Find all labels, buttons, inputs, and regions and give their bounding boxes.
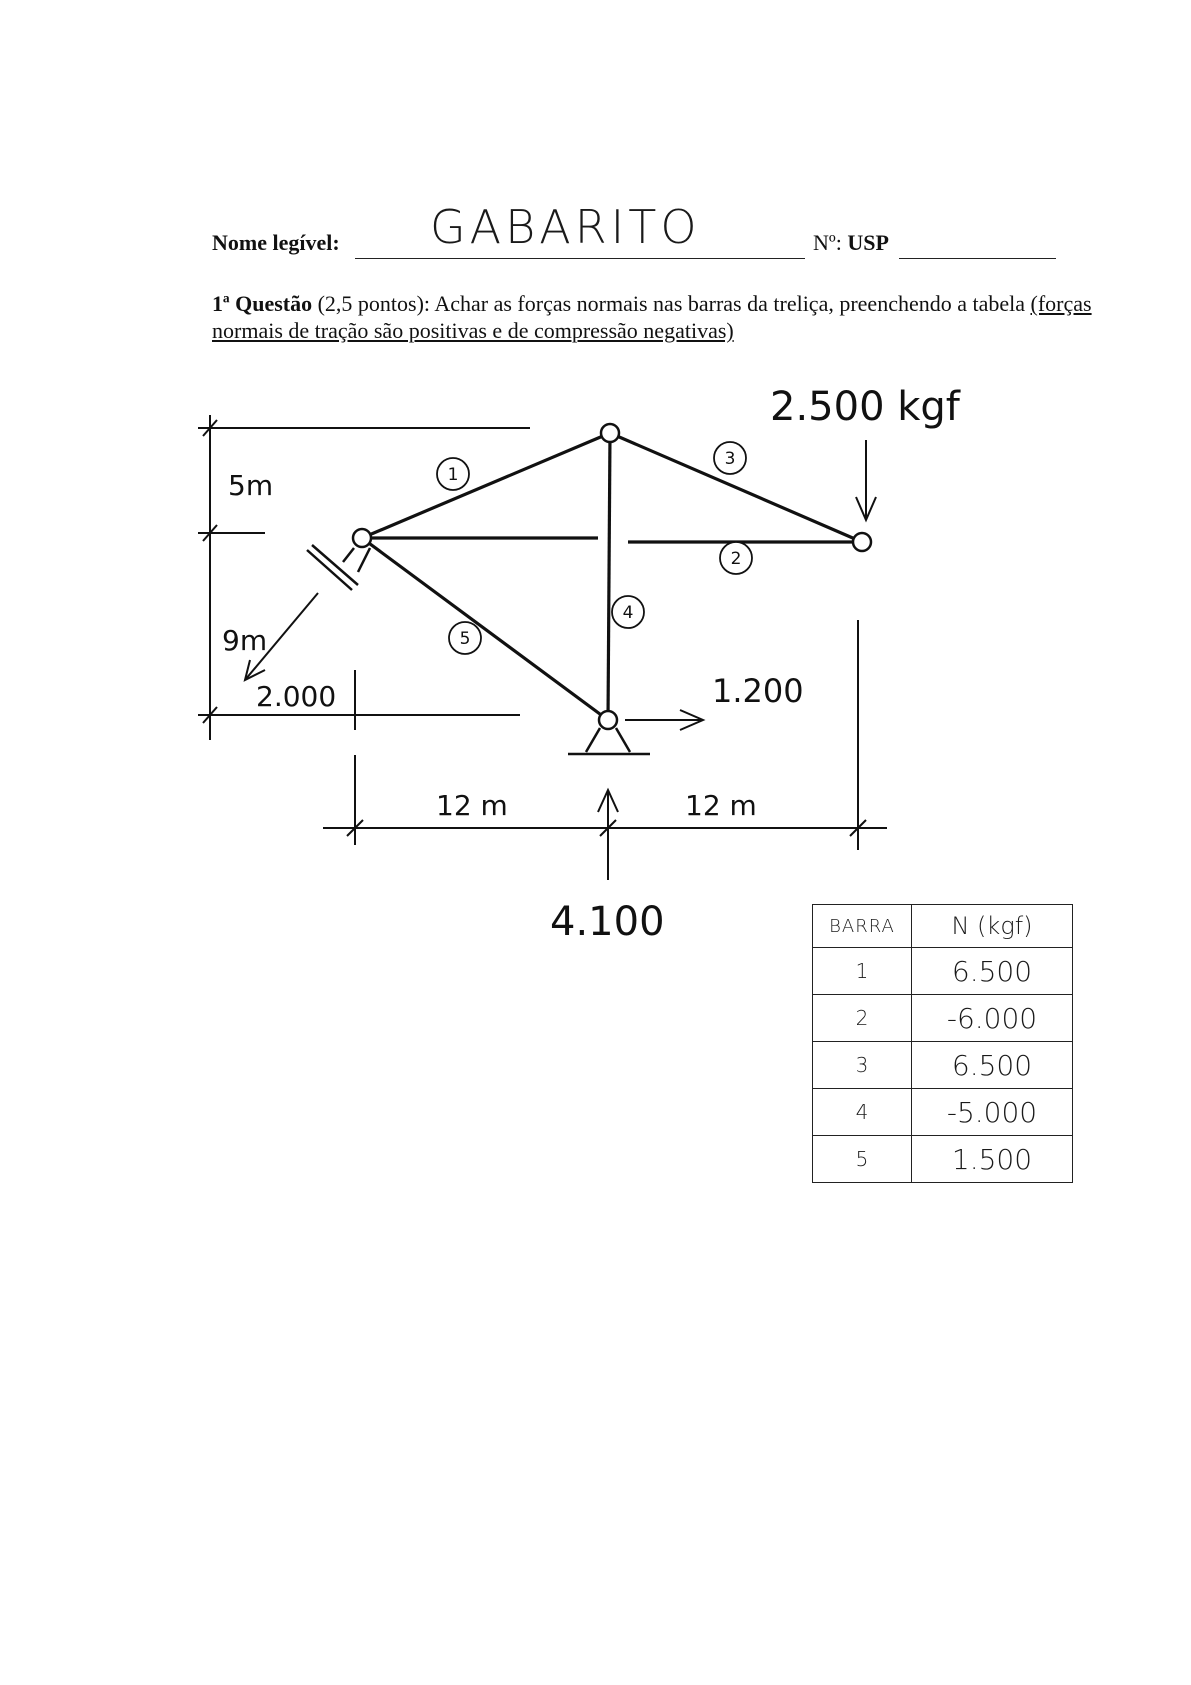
table-row	[813, 1136, 1073, 1183]
load-top-label: 2.500 kgf	[770, 384, 960, 430]
cell-n: 6.500	[912, 1042, 1073, 1089]
node-bottom	[599, 711, 617, 729]
bar-4	[608, 433, 610, 720]
cell-n: -6.000	[912, 995, 1073, 1042]
reaction-label: 4.100	[550, 899, 665, 945]
table-header-row	[813, 905, 1073, 948]
question-note: (forças normais de tração são positivas e de compressão negativas)	[212, 291, 1092, 343]
question-body: Achar as forças normais nas barras da treliça, preenchendo a tabela	[434, 291, 1026, 316]
answer-table	[812, 904, 1073, 1183]
inclined-support	[307, 545, 370, 590]
bar-label-4: 4	[622, 603, 634, 623]
name-value: GABARITO	[430, 200, 701, 254]
usp-prefix: Nº:	[813, 230, 842, 255]
cell-barra: 1	[813, 948, 912, 995]
bar-5	[362, 538, 608, 720]
bar-1	[362, 433, 610, 538]
dimension-lines	[198, 415, 887, 850]
question-title: 1ª Questão	[212, 291, 313, 316]
dim-span-right: 12 m	[685, 789, 757, 822]
table-row	[813, 995, 1073, 1042]
cell-n: 1.500	[912, 1136, 1073, 1183]
cell-barra: 2	[813, 995, 912, 1042]
bar-label-2: 2	[730, 549, 742, 569]
pin-support	[568, 728, 650, 754]
cell-barra: 3	[813, 1042, 912, 1089]
question-points: (2,5 pontos):	[317, 291, 431, 316]
load-right-label: 1.200	[712, 672, 804, 710]
cell-n: -5.000	[912, 1089, 1073, 1136]
bar-labels	[448, 449, 742, 649]
bar-label-5: 5	[459, 629, 471, 649]
bar-label-1: 1	[447, 465, 459, 485]
table-row	[813, 1089, 1073, 1136]
node-right	[853, 533, 871, 551]
node-top	[601, 424, 619, 442]
diagram-annotations	[222, 384, 961, 945]
dim-span-left: 12 m	[436, 789, 508, 822]
bar-label-3: 3	[724, 449, 736, 469]
node-left	[353, 529, 371, 547]
cell-barra: 4	[813, 1089, 912, 1136]
cell-n: 6.500	[912, 948, 1073, 995]
table-row	[813, 1042, 1073, 1089]
header-n: N (kgf)	[912, 905, 1073, 948]
dim-height-inclined: 9m	[222, 624, 268, 657]
load-inclined-label: 2.000	[256, 680, 337, 713]
name-label: Nome legível:	[212, 230, 340, 255]
table-row	[813, 948, 1073, 995]
header-barra: BARRA	[813, 905, 912, 948]
cell-barra: 5	[813, 1136, 912, 1183]
dim-height-top: 5m	[228, 469, 274, 502]
usp-suffix: USP	[847, 230, 889, 255]
